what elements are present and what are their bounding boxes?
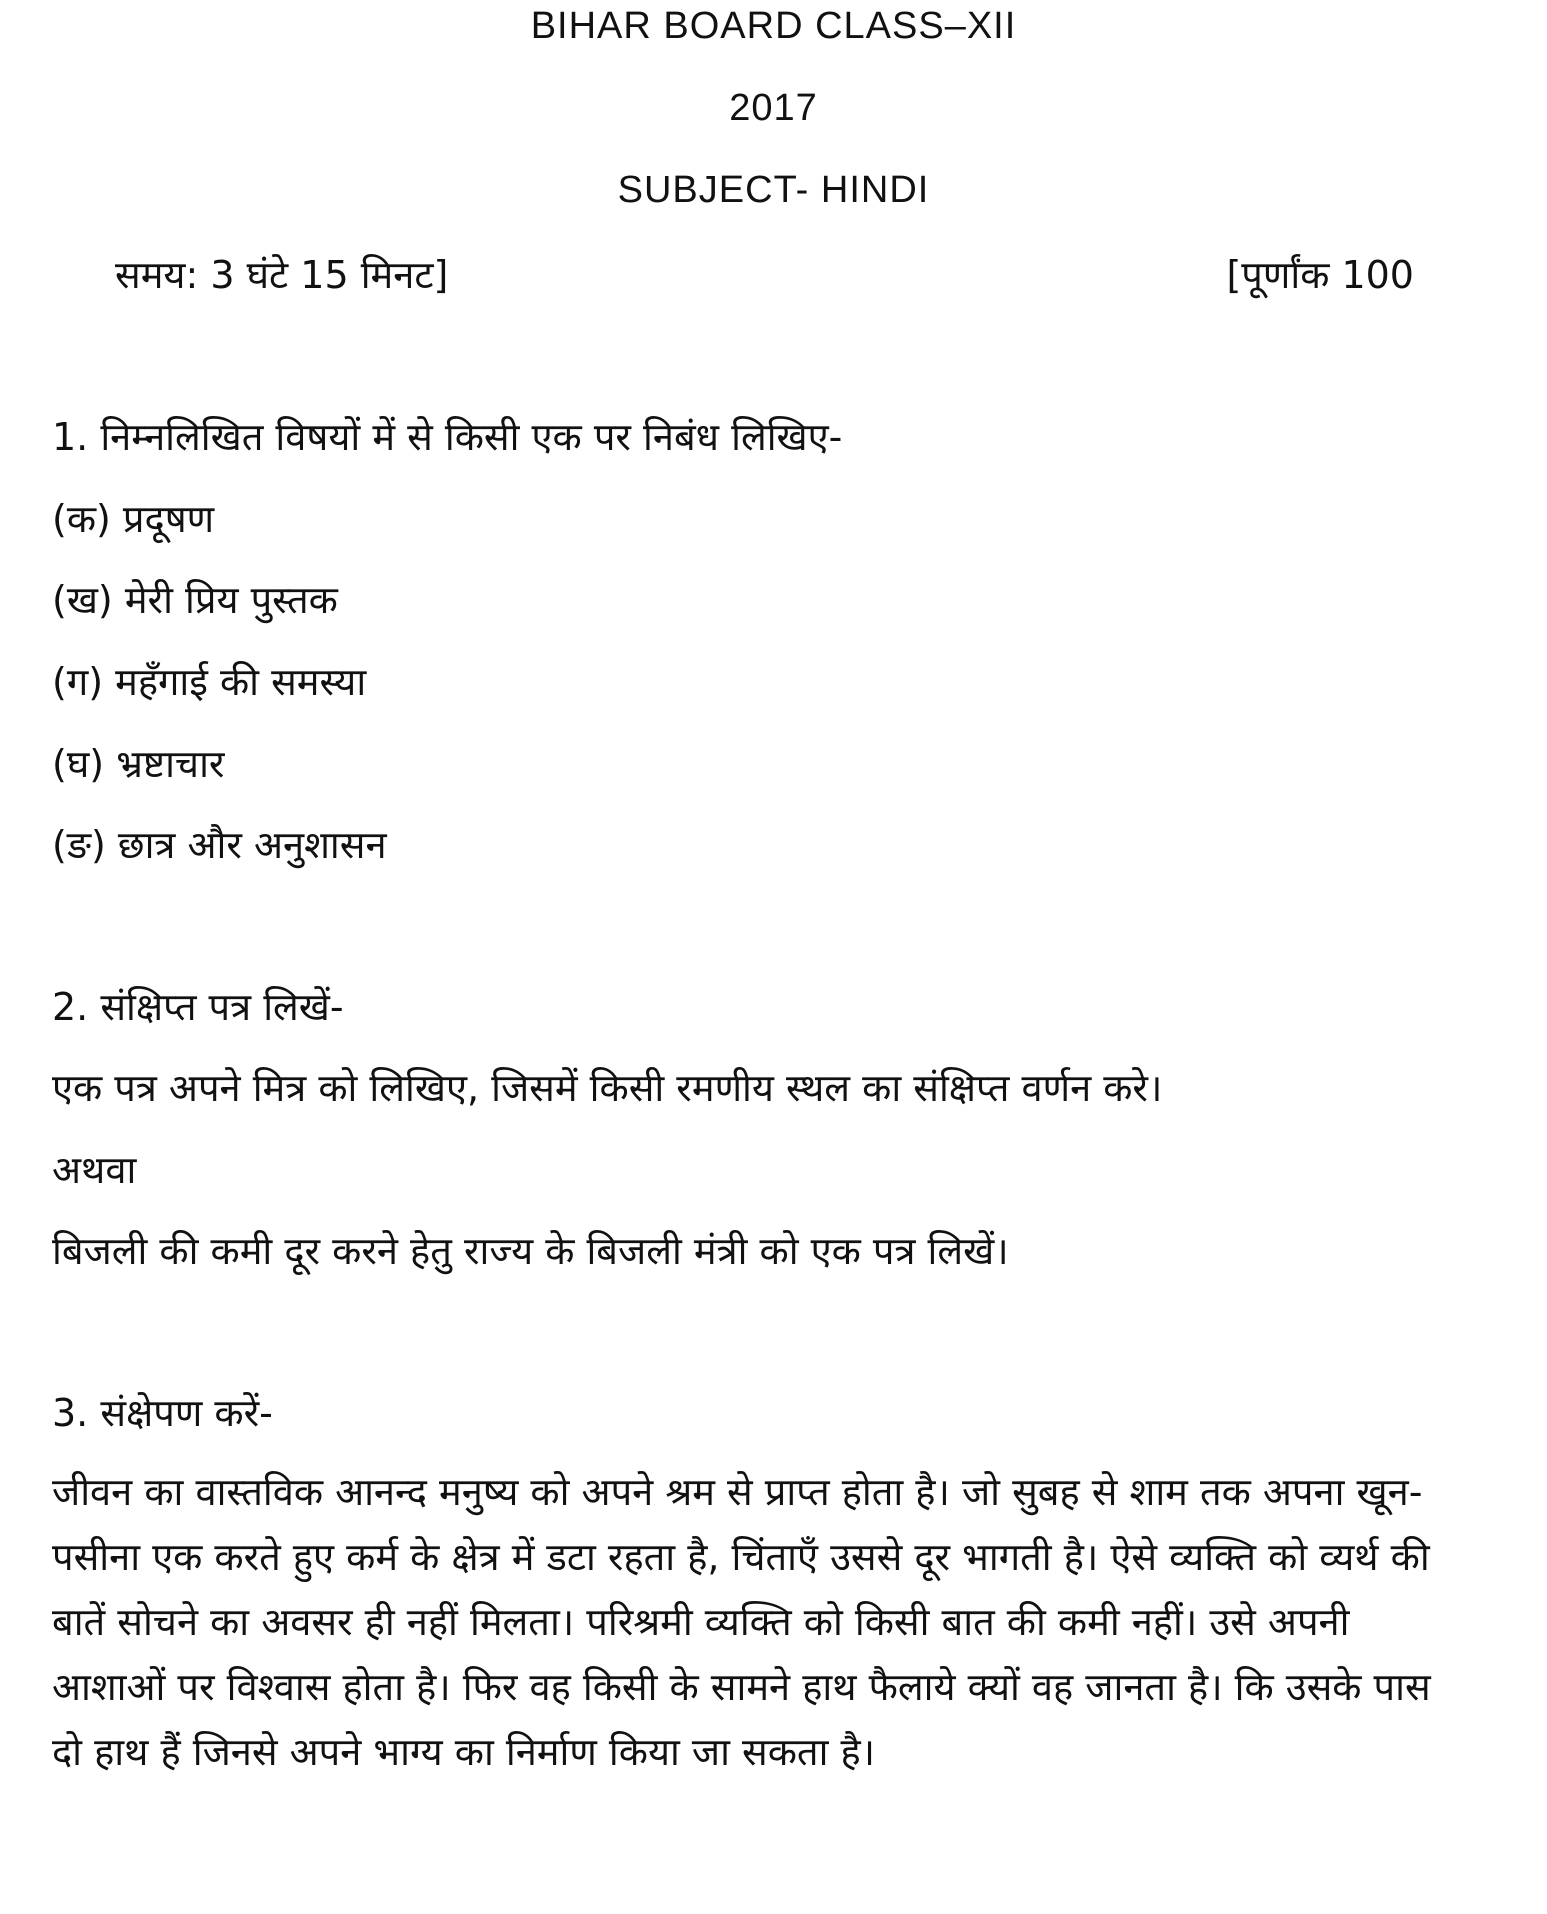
- exam-duration: समय: 3 घंटे 15 मिनट]: [115, 253, 449, 297]
- question-3: 3. संक्षेपण करें-: [52, 1391, 273, 1435]
- exam-board-title: BIHAR BOARD CLASS–XII: [530, 5, 1017, 47]
- question-1: 1. निम्नलिखित विषयों में से किसी एक पर निबंध लिखिए-: [52, 415, 843, 459]
- question-1-option: (ङ) छात्र और अनुशासन: [52, 823, 387, 867]
- question-2-or: अथवा: [52, 1148, 137, 1192]
- question-1-option: (ख) मेरी प्रिय पुस्तक: [52, 578, 338, 622]
- question-1-option: (क) प्रदूषण: [52, 497, 215, 541]
- question-1-option: (घ) भ्रष्टाचार: [52, 742, 225, 786]
- question-2-option-2: बिजली की कमी दूर करने हेतु राज्य के बिजली मंत्री को एक पत्र लिखें।: [52, 1229, 1009, 1273]
- exam-subject: SUBJECT- HINDI: [617, 169, 930, 211]
- question-1-option: (ग) महँगाई की समस्या: [52, 660, 367, 704]
- full-marks: [पूर्णांक 100: [1226, 253, 1414, 297]
- question-3-passage: जीवन का वास्तविक आनन्द मनुष्य को अपने श्रम से प्राप्त होता है। जो सुबह से शाम तक अपना खून-पसीना एक करते हुए कर्म के क्षेत्र में डटा रहता है, चिंताएँ उससे दूर भागती है। ऐसे व्यक्ति को व्यर्थ की बातें सोचने का अवसर ही नहीं मिलता। परिश्रमी व्यक्ति को किसी बात की कमी नहीं। उसे अपनी आशाओं पर विश्वास होता है। फिर वह किसी के सामने हाथ फैलाये क्यों वह जानता है। कि उसके पास दो हाथ हैं जिनसे अपने भाग्य का निर्माण किया जा सकता है।: [52, 1470, 1431, 1774]
- question-2: 2. संक्षिप्त पत्र लिखें-: [52, 985, 344, 1029]
- exam-year: 2017: [729, 87, 818, 129]
- question-2-option-1: एक पत्र अपने मित्र को लिखिए, जिसमें किसी रमणीय स्थल का संक्षिप्त वर्णन करे।: [52, 1066, 1163, 1110]
